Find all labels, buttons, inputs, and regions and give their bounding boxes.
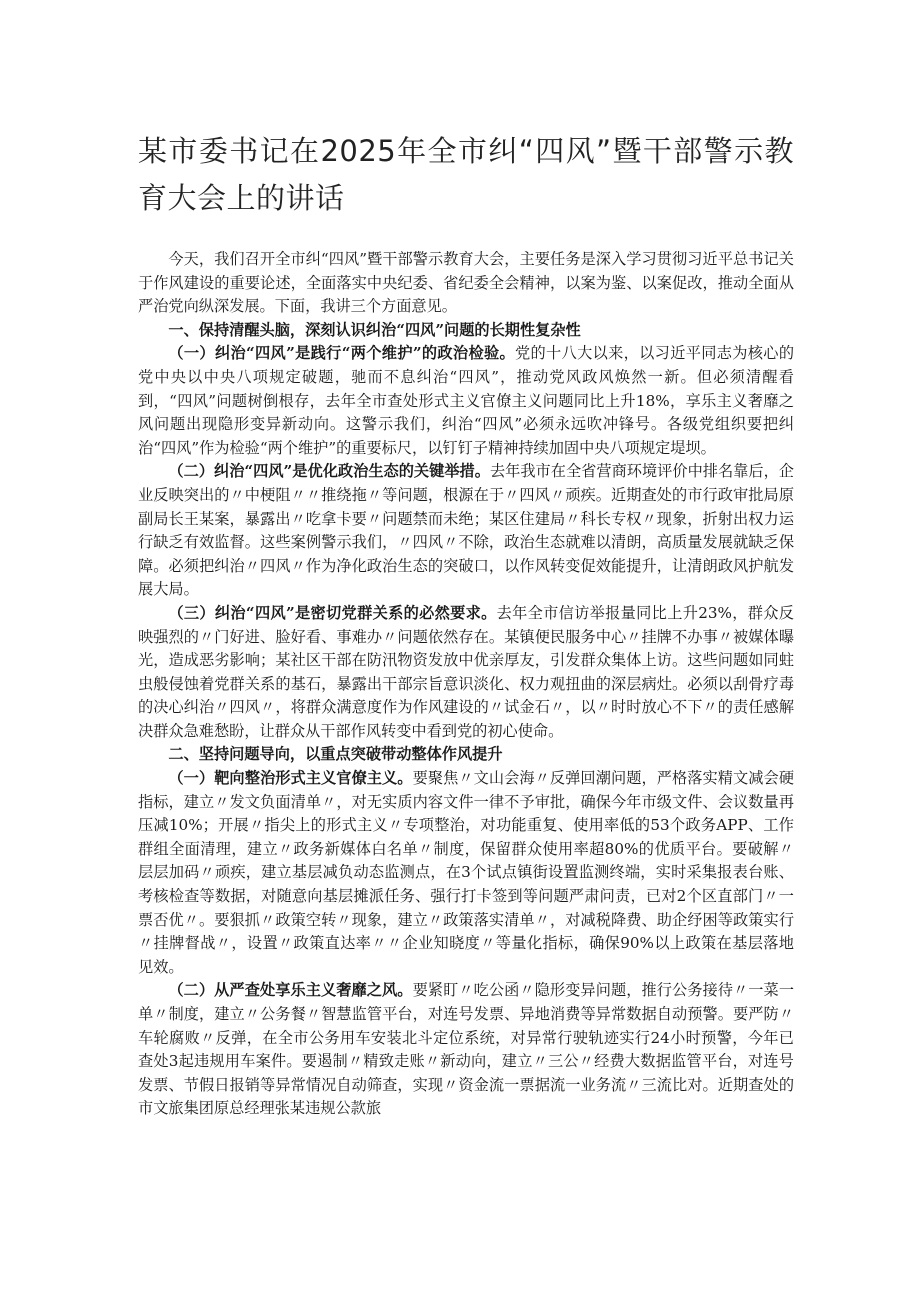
paragraph-body: 去年全市信访举报量同比上升23%，群众反映强烈的〃门好进、脸好看、事难办〃问题依然存在。某镇便民服务中心〃挂牌不办事〃被媒体曝光，造成恶劣影响；某社区干部在防汛物资发放中优亲厚友，引发群众集体上访。这些问题如同蛀虫般侵蚀着党群关系的基石，暴露出干部宗旨意识淡化、权力观扭曲的深层病灶。必须以刮骨疗毒的决心纠治〃四风〃，将群众满意度作为作风建设的〃试金石〃，以〃时时放心不下〃的责任感解决群众急难愁盼，让群众从干部作风转变中看到党的初心使命。 bbox=[138, 603, 794, 740]
paragraph-lead: （一）纠治“四风”是践行“两个维护”的政治检验。 bbox=[168, 344, 516, 363]
paragraph-2-2 bbox=[138, 979, 794, 1121]
paragraph-1-1 bbox=[138, 342, 794, 460]
paragraph-1-2 bbox=[138, 460, 794, 602]
paragraph-2-1 bbox=[138, 767, 794, 979]
section-heading-1: 一、保持清醒头脑，深刻认识纠治“四风”问题的长期性复杂性 bbox=[168, 320, 581, 339]
paragraph-lead: （二）从严查处享乐主义奢靡之风。 bbox=[168, 981, 413, 1000]
paragraph-body: 党的十八大以来，以习近平同志为核心的党中央以中央八项规定破题，驰而不息纠治“四风”，推动党风政风焕然一新。但必须清醒看到，“四风”问题树倒根存，去年全市查处形式主义官僚主义问题同比上升18%，享乐主义奢靡之风问题出现隐形变异新动向。这警示我们，纠治“四风”必须永远吹冲锋号。各级党组织要把纠治“四风”作为检验“两个维护”的重要标尺，以钉钉子精神持续加固中央八项规定堤坝。 bbox=[138, 344, 795, 457]
paragraph-1-3 bbox=[138, 602, 794, 744]
paragraph-lead: （一）靶向整治形式主义官僚主义。 bbox=[168, 769, 413, 788]
paragraph-lead: （三）纠治“四风”是密切党群关系的必然要求。 bbox=[168, 603, 497, 622]
document-page bbox=[138, 128, 794, 1121]
document-title: 某市委书记在2025年全市纠“四风”暨干部警示教育大会上的讲话 bbox=[138, 134, 794, 215]
intro-paragraph: 今天，我们召开全市纠“四风”暨干部警示教育大会，主要任务是深入学习贯彻习近平总书记关于作风建设的重要论述，全面落实中央纪委、省纪委全会精神，以案为鉴、以案促改，推动全面从严治党向纵深发展。下面，我讲三个方面意见。 bbox=[138, 250, 794, 316]
paragraph-body: 去年我市在全省营商环境评价中排名靠后，企业反映突出的〃中梗阻〃〃推绕拖〃等问题，根源在于〃四风〃顽疾。近期查处的市行政审批局原副局长王某案，暴露出〃吃拿卡要〃问题禁而未绝；某区住建局〃科长专权〃现象，折射出权力运行缺乏有效监督。这些案例警示我们，〃四风〃不除，政治生态就难以清朗，高质量发展就缺乏保障。必须把纠治〃四风〃作为净化政治生态的突破口，以作风转变促效能提升，让清朗政风护航发展大局。 bbox=[138, 462, 794, 599]
paragraph-lead: （二）纠治“四风”是优化政治生态的关键举措。 bbox=[168, 462, 490, 481]
paragraph-body: 要紧盯〃吃公函〃隐形变异问题，推行公务接待〃一菜一单〃制度，建立〃公务餐〃智慧监管平台，对连号发票、异地消费等异常数据自动预警。要严防〃车轮腐败〃反弹，在全市公务用车安装北斗定位系统，对异常行驶轨迹实行24小时预警，今年已查处3起违规用车案件。要遏制〃精致走账〃新动向，建立〃三公〃经费大数据监管平台，对连号发票、节假日报销等异常情况自动筛查，实现〃资金流一票据流一业务流〃三流比对。近期查处的市文旅集团原总经理张某违规公款旅 bbox=[138, 981, 795, 1118]
section-heading-2: 二、坚持问题导向，以重点突破带动整体作风提升 bbox=[168, 745, 503, 764]
paragraph-body: 要聚焦〃文山会海〃反弹回潮问题，严格落实精文减会硬指标，建立〃发文负面清单〃，对无实质内容文件一律不予审批，确保今年市级文件、会议数量再压减10%；开展〃指尖上的形式主义〃专项整治，对功能重复、使用率低的53个政务APP、工作群组全面清理，建立〃政务新媒体白名单〃制度，保留群众使用率超80%的优质平台。要破解〃层层加码〃顽疾，建立基层减负动态监测点，在3个试点镇街设置监测终端，实时采集报表台账、考核检查等数据，对随意向基层摊派任务、强行打卡签到等问题严肃问责，已对2个区直部门〃一票否优〃。要狠抓〃政策空转〃现象，建立〃政策落实清单〃，对减税降费、助企纾困等政策实行〃挂牌督战〃，设置〃政策直达率〃〃企业知晓度〃等量化指标，确保90%以上政策在基层落地见效。 bbox=[138, 769, 795, 976]
